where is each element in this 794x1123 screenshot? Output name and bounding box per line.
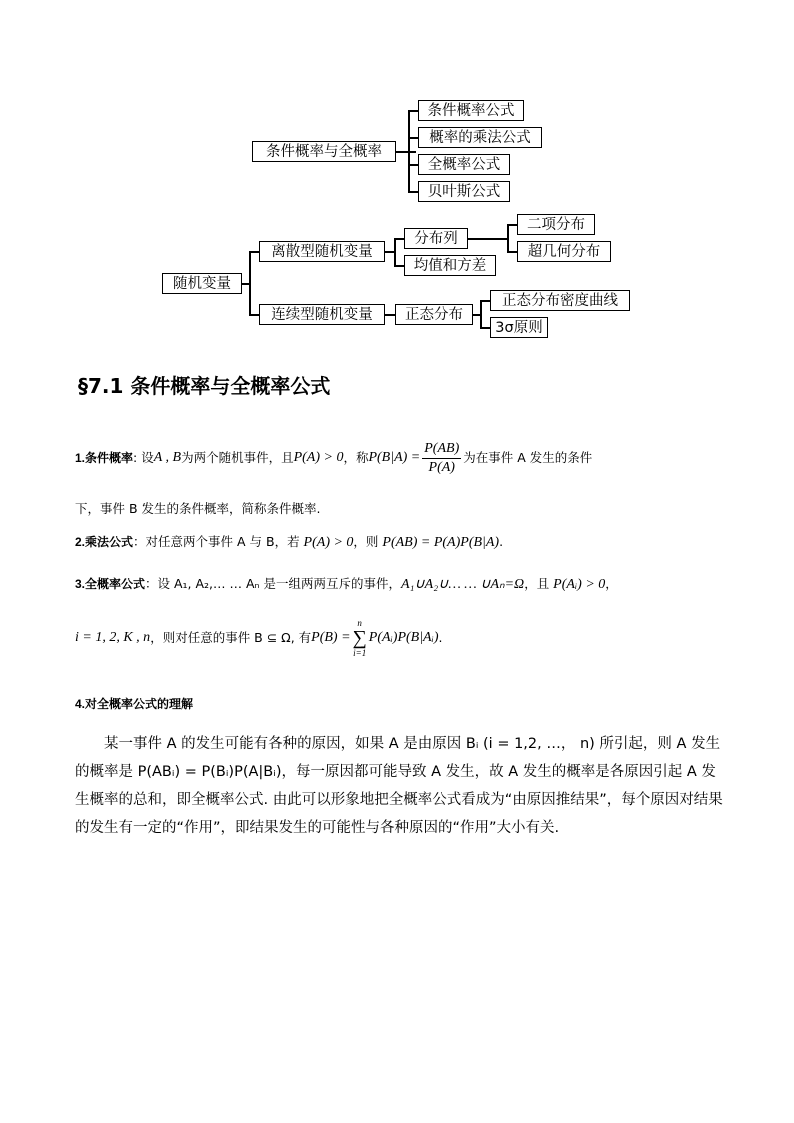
connector: [249, 314, 259, 316]
node-hypergeometric: 超几何分布: [517, 241, 611, 262]
node-total-probability: 全概率公式: [418, 154, 510, 175]
item-1-text: 为在事件 A 发生的条件: [463, 450, 593, 465]
connector: [385, 314, 395, 316]
math-index-range: i = 1, 2, K , n: [75, 630, 151, 645]
node-mean-variance: 均值和方差: [404, 255, 496, 276]
fraction-denominator: P(A): [428, 459, 455, 475]
node-bayes: 贝叶斯公式: [418, 181, 510, 202]
sum-upper: n: [357, 618, 362, 628]
connector: [408, 110, 418, 112]
math-condition: P(A) > 0: [293, 450, 344, 465]
item-4-label: [75, 694, 734, 714]
connector: [507, 224, 509, 252]
connector: [408, 110, 410, 192]
item-2-text: ，则: [353, 534, 383, 549]
node-distribution: 分布列: [404, 228, 468, 249]
item-3-end: .: [438, 630, 443, 645]
connector: [396, 151, 416, 153]
node-three-sigma: 3σ原则: [490, 317, 548, 338]
connector: [507, 251, 517, 253]
section-title: §7.1 条件概率与全概率公式: [78, 374, 331, 398]
item-3: [75, 574, 734, 595]
item-3-line2: [75, 616, 734, 660]
item-2-text: ：对任意两个事件 A 与 B，若: [133, 534, 304, 549]
node-continuous: 连续型随机变量: [259, 304, 385, 325]
node-binomial: 二项分布: [517, 214, 595, 235]
item-3-text: ：设 A₁, A₂,… … Aₙ 是一组两两互斥的事件，: [145, 576, 401, 591]
math-condition: P(A) > 0: [303, 535, 354, 550]
connector: [394, 238, 396, 266]
sum-lower: i=1: [353, 648, 367, 658]
sum-sign: ∑: [352, 627, 367, 649]
connector: [249, 251, 251, 315]
paragraph-text: 某一事件 A 的发生可能有各种的原因，如果 A 是由原因 Bᵢ (i = 1,2, …， n) 所引起，则 A 发生的概率是 P(ABᵢ) = P(Bᵢ)P(A|Bᵢ)，每一原因都可能导致 A 发生，故 A 发生的概率是各原因引起 A 发生概率的总和，即全概率公式. 由此可以形象地把全概率公式看成为“由原因推结果”，每个原因对结果的发生有一定的“作用”，即结果发生的可能性与各种原因的“作用”大小有关.: [75, 736, 723, 836]
node-normal: 正态分布: [395, 304, 473, 325]
item-3-label: 3.全概率公式: [75, 577, 146, 591]
connector: [394, 265, 404, 267]
math-rhs: P(Aᵢ)P(B|Aᵢ): [368, 630, 439, 645]
item-3-text: ，: [605, 576, 618, 591]
item-1-label: 1.条件概率: [75, 451, 134, 465]
item-2: [75, 532, 734, 553]
connector: [480, 300, 490, 302]
math-formula: P(AB) = P(A)P(B|A): [382, 535, 500, 550]
item-1-line2: 下，事件 B 发生的条件概率，简称条件概率.: [75, 501, 321, 516]
connector: [408, 191, 418, 193]
connector: [408, 137, 418, 139]
math-condition: P(Aᵢ) > 0: [553, 577, 606, 592]
item-2-label: 2.乘法公式: [75, 535, 134, 549]
connector: [408, 164, 418, 166]
item-2-end: .: [499, 534, 504, 549]
connector: [249, 251, 259, 253]
connector: [468, 238, 508, 240]
item-3-text: ，且: [524, 576, 554, 591]
fraction-numerator: P(AB): [422, 440, 461, 459]
item-1-text: 为两个随机事件，且: [181, 450, 294, 465]
node-conditional-formula: 条件概率公式: [418, 100, 524, 121]
node-discrete: 离散型随机变量: [259, 241, 385, 262]
item-3-text: ，则对任意的事件 B ⊆ Ω, 有: [150, 630, 312, 645]
node-random-variable: 随机变量: [162, 273, 242, 294]
summation: [353, 618, 367, 658]
node-conditional-total: 条件概率与全概率: [252, 141, 396, 162]
item-1-text: ，称: [343, 450, 369, 465]
connector: [480, 327, 490, 329]
node-multiplication-formula: 概率的乘法公式: [418, 127, 542, 148]
item-1-text: : 设: [133, 450, 154, 465]
connector: [480, 300, 482, 328]
connector: [394, 238, 404, 240]
connector: [507, 224, 517, 226]
math-lhs: P(B) =: [311, 630, 351, 645]
item-4-paragraph: [75, 730, 725, 842]
math-lhs: P(B|A) =: [368, 450, 421, 465]
item-1: [75, 438, 734, 478]
math-union: A₁∪A₂∪… … ∪Aₙ=Ω: [401, 577, 525, 592]
math-ab: A , B: [153, 450, 182, 465]
item-4-heading: 4.对全概率公式的理解: [75, 697, 194, 711]
node-normal-density: 正态分布密度曲线: [490, 290, 630, 311]
fraction: [422, 440, 461, 477]
